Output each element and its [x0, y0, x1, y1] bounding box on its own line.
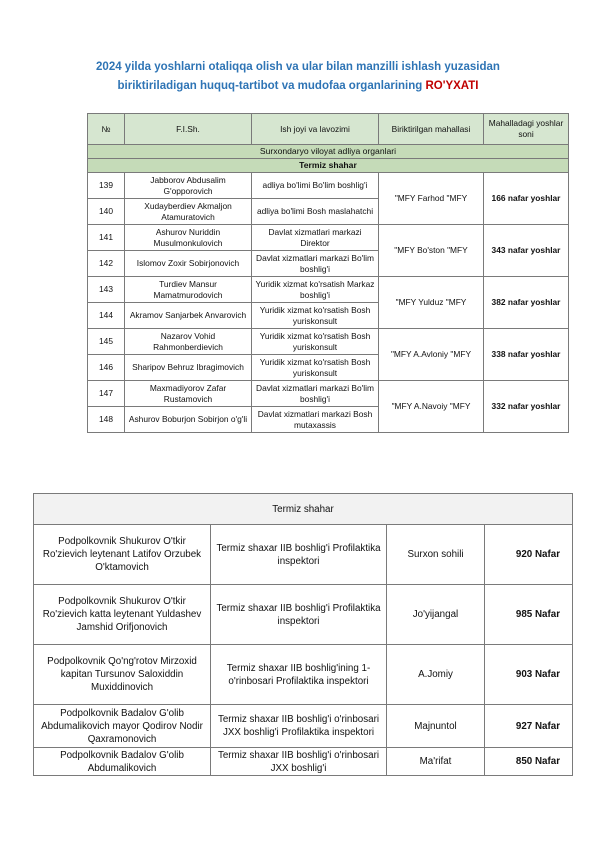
row-number: 143: [88, 277, 125, 303]
row-youth-count: 850 Nafar: [485, 748, 573, 776]
section-row: [88, 145, 569, 159]
row-full-name: Ashurov Boburjon Sobirjon o'g'li: [125, 407, 252, 433]
row-full-name: Turdiev Mansur Mamatmurodovich: [125, 277, 252, 303]
row-number: 140: [88, 199, 125, 225]
row-full-name: Nazarov Vohid Rahmonberdievich: [125, 329, 252, 355]
row-officers: Podpolkovnik Shukurov O'tkir Ro'zievich katta leytenant Yuldashev Jamshid Orifjonovich: [34, 585, 211, 645]
row-full-name: Ashurov Nuriddin Musulmonkulovich: [125, 225, 252, 251]
row-full-name: Maxmadiyorov Zafar Rustamovich: [125, 381, 252, 407]
row-youth-count: 920 Nafar: [485, 525, 573, 585]
row-workplace: Davlat xizmatlari markazi Bo'lim boshlig'i: [252, 381, 379, 407]
row-mahalla: Jo'yijangal: [387, 585, 485, 645]
table2-header: Termiz shahar: [34, 494, 573, 525]
row-number: 141: [88, 225, 125, 251]
header-assigned-mahalla: Biriktirilgan mahallasi: [379, 114, 484, 145]
row-position: Termiz shaxar IIB boshlig'i o'rinbosari JXX boshlig'i Profilaktika inspektori: [211, 705, 387, 748]
row-mahalla: Ma'rifat: [387, 748, 485, 776]
section-title: Surxondaryo viloyat adliya organlari: [88, 145, 569, 159]
city-row: [88, 159, 569, 173]
row-workplace: Davlat xizmatlari markazi Bo'lim boshlig'i: [252, 251, 379, 277]
row-mahalla: "MFY Yulduz "MFY: [379, 277, 484, 329]
row-mahalla: A.Jomiy: [387, 645, 485, 705]
row-workplace: Yuridik xizmat ko'rsatish Bosh yuriskonsult: [252, 303, 379, 329]
table-row: [88, 329, 569, 355]
row-number: 144: [88, 303, 125, 329]
table2-header-row: [34, 494, 573, 525]
row-position: Termiz shaxar IIB boshlig'i o'rinbosari JXX boshlig'i: [211, 748, 387, 776]
table-row: [34, 525, 573, 585]
row-full-name: Jabborov Abdusalim G'opporovich: [125, 173, 252, 199]
header-youth-count: Mahalladagi yoshlar soni: [484, 114, 569, 145]
row-number: 148: [88, 407, 125, 433]
table-row: [88, 225, 569, 251]
row-officers: Podpolkovnik Qo'ng'rotov Mirzoxid kapitan Tursunov Saloxiddin Muxiddinovich: [34, 645, 211, 705]
row-workplace: Davlat xizmatlari markazi Bosh mutaxassis: [252, 407, 379, 433]
table-row: [34, 705, 573, 748]
table-row: [88, 381, 569, 407]
row-position: Termiz shaxar IIB boshlig'ining 1-o'rinbosari Profilaktika inspektori: [211, 645, 387, 705]
header-workplace: Ish joyi va lavozimi: [252, 114, 379, 145]
row-workplace: Yuridik xizmat ko'rsatish Markaz boshlig'i: [252, 277, 379, 303]
row-workplace: Yuridik xizmat ko'rsatish Bosh yuriskonsult: [252, 355, 379, 381]
row-youth-count: 985 Nafar: [485, 585, 573, 645]
row-position: Termiz shaxar IIB boshlig'i Profilaktika inspektori: [211, 585, 387, 645]
row-youth-count: 382 nafar yoshlar: [484, 277, 569, 329]
row-number: 146: [88, 355, 125, 381]
title-line-2: [60, 77, 536, 96]
table-row: [88, 173, 569, 199]
row-workplace: Yuridik xizmat ko'rsatish Bosh yuriskonsult: [252, 329, 379, 355]
table1-header-row: [88, 114, 569, 145]
row-youth-count: 343 nafar yoshlar: [484, 225, 569, 277]
row-workplace: adliya bo'limi Bosh maslahatchi: [252, 199, 379, 225]
row-youth-count: 927 Nafar: [485, 705, 573, 748]
title-line-2-text: biriktiriladigan huquq-tartibot va mudofaa organlarining: [117, 80, 423, 92]
row-mahalla: "MFY A.Navoiy "MFY: [379, 381, 484, 433]
header-number: №: [88, 114, 125, 145]
justice-organs-table: [87, 113, 569, 433]
document-title: [60, 58, 536, 96]
table-row: [88, 277, 569, 303]
row-full-name: Sharipov Behruz Ibragimovich: [125, 355, 252, 381]
row-youth-count: 332 nafar yoshlar: [484, 381, 569, 433]
city-title: Termiz shahar: [88, 159, 569, 173]
row-workplace: Davlat xizmatlari markazi Direktor: [252, 225, 379, 251]
row-officers: Podpolkovnik Badalov G'olib Abdumalikovich mayor Qodirov Nodir Qaxramonovich: [34, 705, 211, 748]
row-officers: Podpolkovnik Badalov G'olib Abdumalikovich: [34, 748, 211, 776]
row-youth-count: 166 nafar yoshlar: [484, 173, 569, 225]
row-mahalla: "MFY Farhod "MFY: [379, 173, 484, 225]
internal-affairs-table: [33, 493, 573, 776]
row-number: 145: [88, 329, 125, 355]
row-full-name: Akramov Sanjarbek Anvarovich: [125, 303, 252, 329]
row-officers: Podpolkovnik Shukurov O'tkir Ro'zievich leytenant Latifov Orzubek O'ktamovich: [34, 525, 211, 585]
title-accent: RO'YXATI: [425, 80, 479, 92]
row-number: 142: [88, 251, 125, 277]
row-number: 147: [88, 381, 125, 407]
row-youth-count: 903 Nafar: [485, 645, 573, 705]
table-row: [34, 748, 573, 776]
row-position: Termiz shaxar IIB boshlig'i Profilaktika inspektori: [211, 525, 387, 585]
table-row: [34, 585, 573, 645]
row-workplace: adliya bo'limi Bo'lim boshlig'i: [252, 173, 379, 199]
table-row: [34, 645, 573, 705]
row-mahalla: Surxon sohili: [387, 525, 485, 585]
row-mahalla: "MFY A.Avloniy "MFY: [379, 329, 484, 381]
header-full-name: F.I.Sh.: [125, 114, 252, 145]
title-line-1: 2024 yilda yoshlarni otaliqqa olish va ular bilan manzilli ishlash yuzasidan: [96, 61, 500, 73]
row-mahalla: "MFY Bo'ston "MFY: [379, 225, 484, 277]
row-youth-count: 338 nafar yoshlar: [484, 329, 569, 381]
row-mahalla: Majnuntol: [387, 705, 485, 748]
row-number: 139: [88, 173, 125, 199]
row-full-name: Islomov Zoxir Sobirjonovich: [125, 251, 252, 277]
row-full-name: Xudayberdiev Akmaljon Atamuratovich: [125, 199, 252, 225]
